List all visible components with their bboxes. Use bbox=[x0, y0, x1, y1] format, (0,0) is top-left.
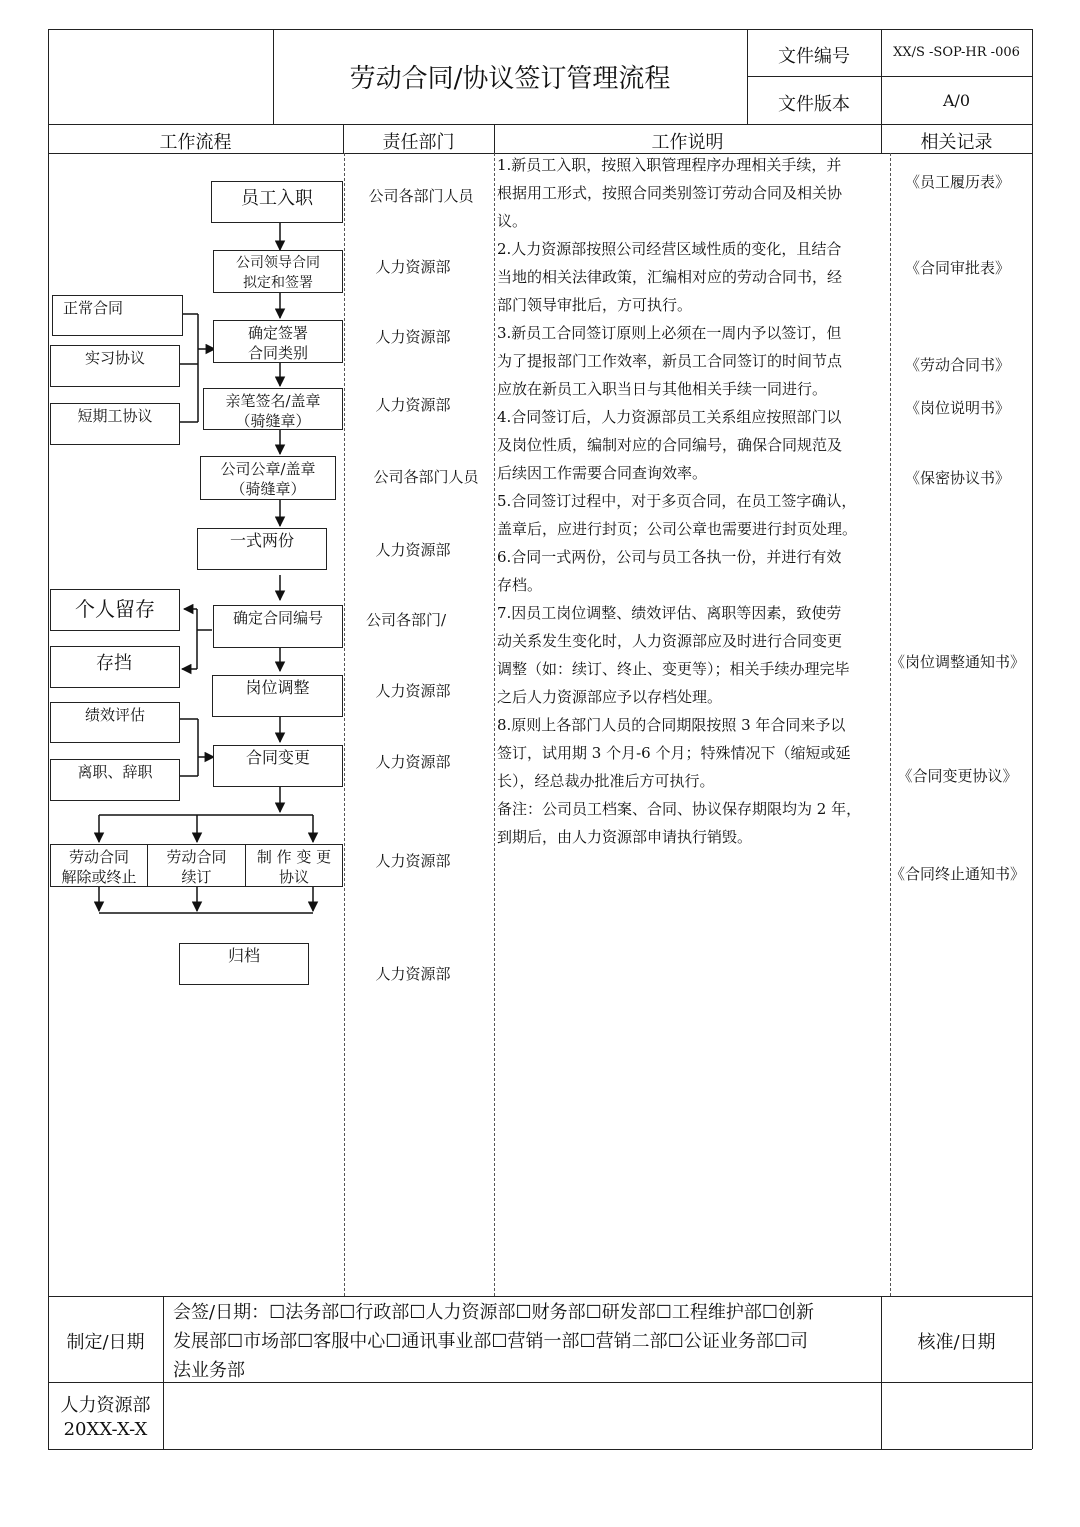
desc-line: 备注：公司员工档案、合同、协议保存期限均为 2 年， bbox=[497, 800, 862, 818]
outcome-label: 解除或终止 bbox=[61, 868, 137, 886]
flow-step-contract-change bbox=[213, 745, 343, 787]
record-labor-contract: 《劳动合同书》 bbox=[904, 356, 1010, 374]
record-job-description: 《岗位说明书》 bbox=[904, 399, 1010, 417]
copy-label: 存挡 bbox=[96, 653, 132, 674]
flow-step-archive bbox=[179, 943, 309, 985]
outcome-label: 劳动合同 bbox=[68, 848, 129, 866]
dept-5: 公司各部门人员 bbox=[373, 468, 479, 486]
made-date-label: 制定/日期 bbox=[66, 1332, 145, 1353]
outcome-label: 续订 bbox=[181, 868, 212, 886]
desc-line: 为了提报部门工作效率，新员工合同签订的时间节点 bbox=[497, 352, 843, 370]
col-header-dept: 责任部门 bbox=[382, 132, 455, 153]
desc-line: 根据用工形式，按照合同类别签订劳动合同及相关协 bbox=[497, 184, 843, 202]
desc-line: 部门领导审批后，方可执行。 bbox=[497, 296, 693, 314]
flow-step-label: 确定签署 bbox=[247, 324, 308, 342]
flow-step-label: 岗位调整 bbox=[245, 678, 310, 697]
contract-type-label: 实习协议 bbox=[84, 349, 145, 367]
flow-step-draft-contract bbox=[213, 250, 343, 293]
record-approval: 《合同审批表》 bbox=[904, 259, 1010, 277]
dept-6: 人力资源部 bbox=[375, 541, 451, 559]
desc-line: 动关系发生变化时，人力资源部应及时进行合同变更 bbox=[497, 632, 843, 650]
flow-step-company-seal bbox=[200, 456, 336, 500]
copy-label: 个人留存 bbox=[75, 597, 155, 621]
doc-version-label: 文件版本 bbox=[778, 94, 850, 115]
contract-type-shortterm bbox=[50, 403, 180, 445]
outcome-label: 协议 bbox=[278, 868, 309, 886]
desc-line: 盖章后，应进行封页；公司公章也需要进行封页处理。 bbox=[497, 520, 858, 538]
made-by: 人力资源部 bbox=[60, 1395, 151, 1416]
outcome-terminate bbox=[50, 844, 148, 887]
desc-line: 7.因员工岗位调整、绩效评估、离职等因素，致使劳 bbox=[497, 604, 842, 622]
doc-version: A/0 bbox=[942, 91, 971, 110]
flow-step-onboarding bbox=[211, 181, 343, 223]
page-title: 劳动合同/协议签订管理流程 bbox=[349, 64, 671, 94]
contract-type-label: 正常合同 bbox=[63, 299, 124, 317]
flow-step-label: 确定合同编号 bbox=[232, 609, 323, 627]
dept-2: 人力资源部 bbox=[375, 258, 451, 276]
contract-type-internship bbox=[50, 345, 180, 387]
desc-line: 1.新员工入职，按照入职管理程序办理相关手续，并 bbox=[497, 156, 842, 174]
factor-label: 绩效评估 bbox=[84, 706, 145, 724]
countersign-line: 会签/日期：☐法务部☐行政部☐人力资源部☐财务部☐研发部☐工程维护部☐创新 bbox=[173, 1302, 815, 1323]
dept-9: 人力资源部 bbox=[375, 753, 451, 771]
factor-label: 离职、辞职 bbox=[77, 763, 153, 781]
contract-type-label: 短期工协议 bbox=[77, 407, 153, 425]
flow-step-label: （骑缝章） bbox=[235, 412, 311, 430]
countersign-line: 法业务部 bbox=[173, 1360, 245, 1381]
desc-line: 调整（如：续订、终止、变更等）；相关手续办理完毕 bbox=[497, 660, 850, 678]
flow-step-onboarding-label: 员工入职 bbox=[241, 188, 313, 209]
flow-step-label: 合同变更 bbox=[245, 748, 310, 767]
flow-step-label: 归档 bbox=[227, 946, 260, 965]
factor-resignation bbox=[50, 759, 180, 801]
desc-line: 6.合同一式两份，公司与员工各执一份，并进行有效 bbox=[497, 548, 842, 566]
work-description bbox=[497, 151, 877, 851]
flow-step-label: 合同类别 bbox=[247, 344, 308, 362]
flow-step-post-adjust bbox=[212, 675, 343, 717]
desc-line: 2.人力资源部按照公司经营区域性质的变化，且结合 bbox=[497, 240, 842, 258]
dept-10: 人力资源部 bbox=[375, 852, 451, 870]
countersign-line: 发展部☐市场部☐客服中心☐通讯事业部☐营销一部☐营销二部☐公证业务部☐司 bbox=[173, 1331, 808, 1352]
col-header-desc: 工作说明 bbox=[651, 132, 724, 153]
desc-line: 长），经总裁办批准后方可执行。 bbox=[497, 772, 715, 790]
outcome-renew bbox=[147, 844, 246, 887]
record-nda: 《保密协议书》 bbox=[904, 469, 1010, 487]
doc-number-label: 文件编号 bbox=[778, 46, 850, 67]
countersign-block bbox=[173, 1298, 878, 1385]
outcome-change-agreement bbox=[245, 844, 343, 887]
desc-line: 5.合同签订过程中，对于多页合同，在员工签字确认， bbox=[497, 492, 857, 510]
col-header-records: 相关记录 bbox=[920, 132, 993, 153]
col-header-flow: 工作流程 bbox=[159, 132, 232, 153]
desc-line: 签订，试用期 3 个月-6 个月；特殊情况下（缩短或延 bbox=[497, 744, 851, 762]
flow-step-label: 亲笔签名/盖章 bbox=[225, 392, 321, 410]
record-post-notice: 《岗位调整通知书》 bbox=[889, 653, 1025, 671]
flow-step-label: 公司公章/盖章 bbox=[220, 460, 316, 478]
doc-number: XX/S -SOP-HR -006 bbox=[893, 45, 1020, 60]
desc-line: 应放在新员工入职当日与其他相关手续一同进行。 bbox=[497, 380, 828, 398]
outcome-label: 制 作 变 更 bbox=[256, 848, 332, 866]
factor-performance bbox=[50, 702, 180, 743]
dept-11: 人力资源部 bbox=[375, 965, 451, 983]
dept-3: 人力资源部 bbox=[375, 328, 451, 346]
copy-personal-keep bbox=[50, 589, 180, 631]
flow-step-label: 拟定和签署 bbox=[243, 275, 313, 291]
desc-line: 当地的相关法律政策，汇编相对应的劳动合同书，经 bbox=[497, 268, 843, 286]
desc-line: 3.新员工合同签订原则上必须在一周内予以签订，但 bbox=[497, 324, 842, 342]
flow-step-label: 一式两份 bbox=[229, 531, 294, 550]
contract-type-normal bbox=[52, 295, 183, 336]
made-date: 20XX-X-X bbox=[63, 1419, 148, 1440]
desc-line: 及岗位性质，编制对应的合同编号，确保合同规范及 bbox=[497, 436, 843, 454]
dept-1: 公司各部门人员 bbox=[368, 187, 474, 205]
desc-line: 4.合同签订后，人力资源部员工关系组应按照部门以 bbox=[497, 408, 842, 426]
desc-line: 后续因工作需要合同查询效率。 bbox=[497, 464, 708, 482]
record-termination: 《合同终止通知书》 bbox=[889, 865, 1025, 883]
record-change-agreement: 《合同变更协议》 bbox=[897, 767, 1018, 785]
record-resume: 《员工履历表》 bbox=[904, 173, 1010, 191]
dept-7: 公司各部门/ bbox=[365, 611, 447, 629]
flow-step-employee-sign bbox=[203, 388, 343, 430]
desc-line: 之后人力资源部应予以存档处理。 bbox=[497, 688, 723, 706]
desc-line: 到期后，由人力资源部申请执行销毁。 bbox=[497, 828, 753, 846]
dept-4: 人力资源部 bbox=[375, 396, 451, 414]
dept-8: 人力资源部 bbox=[375, 682, 451, 700]
copy-archive bbox=[50, 646, 180, 688]
flow-step-contract-number bbox=[213, 605, 343, 648]
desc-line: 8.原则上各部门人员的合同期限按照 3 年合同来予以 bbox=[497, 716, 846, 734]
flow-step-label: 公司领导合同 bbox=[236, 255, 320, 271]
outcome-label: 劳动合同 bbox=[166, 848, 227, 866]
flow-step-contract-type bbox=[213, 320, 343, 363]
desc-line: 存档。 bbox=[497, 576, 543, 594]
desc-line: 议。 bbox=[497, 212, 528, 230]
flow-step-duplicate bbox=[197, 528, 327, 570]
flow-step-label: （骑缝章） bbox=[230, 480, 306, 498]
approve-date-label: 核准/日期 bbox=[917, 1332, 996, 1353]
